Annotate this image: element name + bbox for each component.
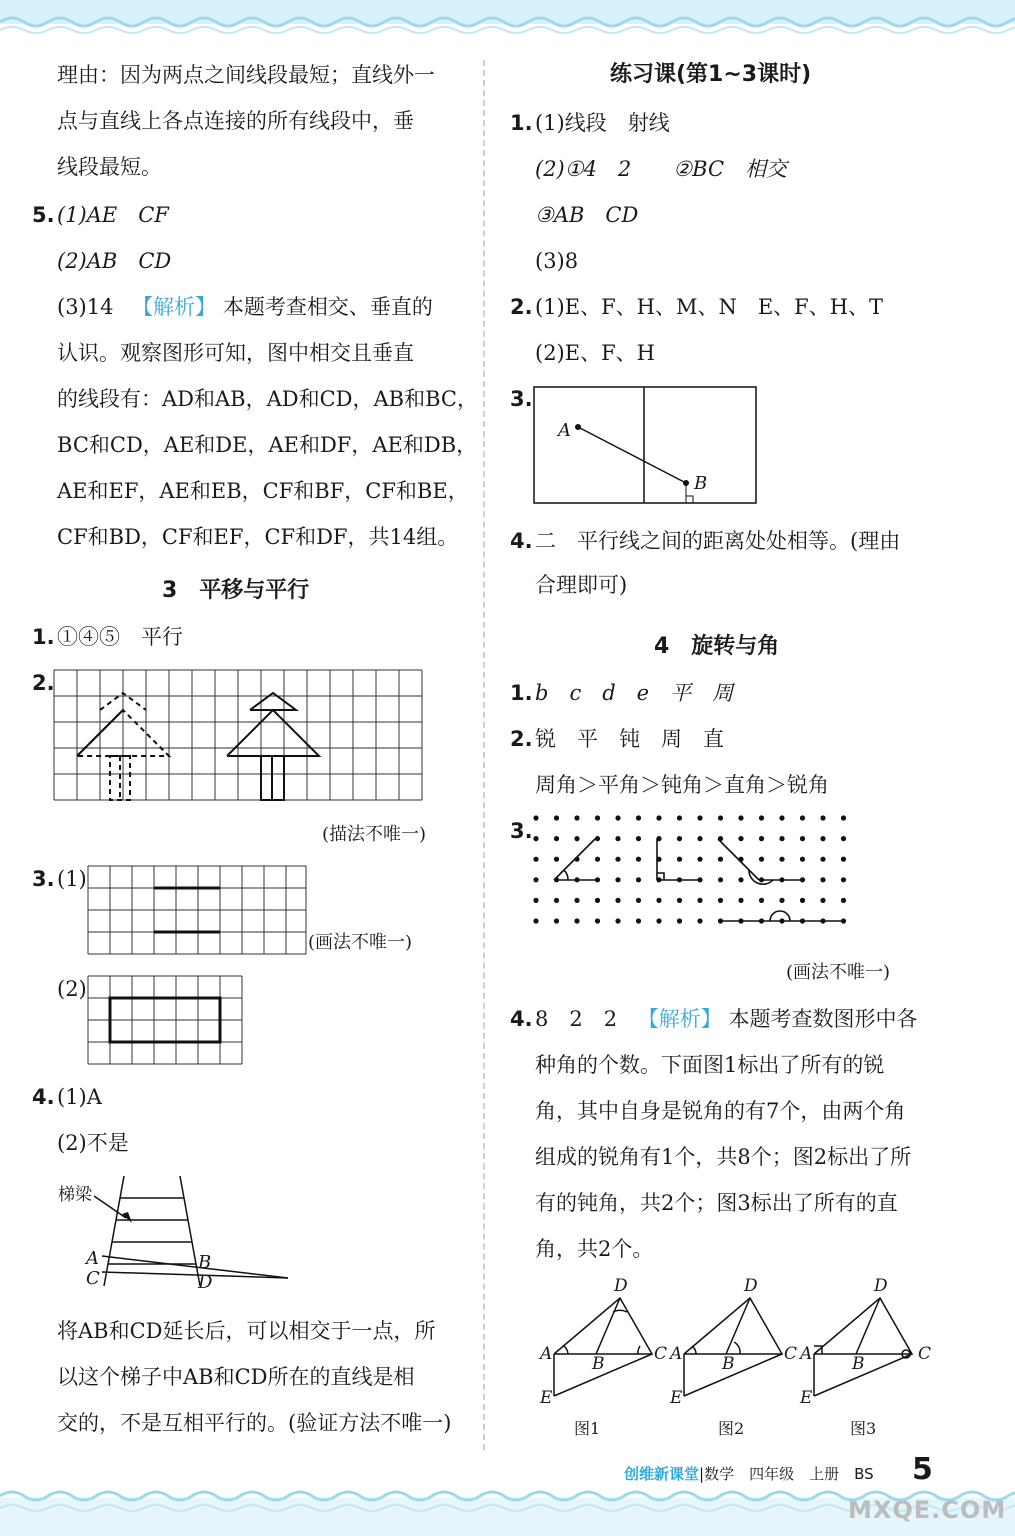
grid-dot <box>574 815 579 820</box>
grid-dot <box>697 877 702 882</box>
fig3-caption: 图3 <box>850 1419 877 1438</box>
ladder-label: 梯梁 <box>58 1185 92 1205</box>
grid-dot <box>677 815 682 820</box>
grid-dot <box>738 836 743 841</box>
fig1-caption: 图1 <box>574 1419 601 1438</box>
q5-part3-text: 本题考查相交、垂直的 <box>222 295 433 319</box>
grid-dot <box>656 815 661 820</box>
q5-number: 5. <box>32 203 55 227</box>
fig2-point-a: A <box>670 1344 683 1364</box>
s3-q4-part2: (2)不是 <box>57 1131 129 1155</box>
fig2-point-e: E <box>670 1388 683 1408</box>
grid-dot <box>718 815 723 820</box>
s3-q1-number: 1. <box>32 625 55 649</box>
s4-q4-text: 本题考查数图形中各 <box>728 1007 918 1031</box>
translation-grid <box>54 670 424 802</box>
q5-analysis-line: 认识。观察图形可知，图中相交且垂直 <box>57 341 414 365</box>
page-number: 5 <box>912 1452 933 1487</box>
grid-dot <box>841 836 846 841</box>
grid-dot <box>718 857 723 862</box>
practice-title: 练习课(第1~3课时) <box>610 62 812 87</box>
grid-dot <box>820 898 825 903</box>
grid-dot <box>841 877 846 882</box>
grid-dot <box>533 857 538 862</box>
s4-q4-number: 4. <box>510 1007 533 1031</box>
q5-analysis-line: BC和CD，AE和DE，AE和DF，AE和DB， <box>57 433 478 457</box>
q5-part3-answer: (3)14 <box>57 295 114 319</box>
grid-dot <box>697 918 702 923</box>
reason-line-2: 点与直线上各点连接的所有线段中，垂 <box>57 109 414 133</box>
grid-dot <box>697 815 702 820</box>
p-q1-number: 1. <box>510 111 533 135</box>
grid-dot <box>820 836 825 841</box>
q5-analysis-line: AE和EF，AE和EB，CF和BF，CF和BE， <box>57 479 469 503</box>
brand-name: 创维新课堂 <box>624 1465 700 1483</box>
grid-dot <box>615 857 620 862</box>
s4-q4-analysis-line: 有的钝角，共2个；图3标出了所有的直 <box>535 1191 898 1215</box>
s3-q3-note: (画法不唯一) <box>308 932 413 953</box>
grid-dot <box>595 877 600 882</box>
s3-q3-part1: (1) <box>57 867 87 891</box>
book-info: |数学 四年级 上册 BS <box>699 1465 874 1483</box>
q5-part2: (2)AB CD <box>57 249 172 273</box>
section4-title: 4 旋转与角 <box>654 634 780 659</box>
angle-figures <box>534 1284 954 1414</box>
grid-dot <box>656 918 661 923</box>
q3-point-a: A <box>558 420 571 441</box>
fig2-point-d: D <box>744 1276 758 1296</box>
grid-dot <box>677 857 682 862</box>
grid-dot <box>800 898 805 903</box>
s4-q1-answer: b c d e 平 周 <box>535 681 734 705</box>
grid-dot <box>636 898 641 903</box>
s3-q3-number: 3. <box>32 867 55 891</box>
grid-dot <box>554 815 559 820</box>
grid-dot <box>820 857 825 862</box>
s3-q2-note: (描法不唯一) <box>322 824 427 845</box>
grid-dot <box>759 815 764 820</box>
grid-dot <box>841 857 846 862</box>
grid-dot <box>574 898 579 903</box>
column-divider <box>483 60 485 1450</box>
s3-q4-explain-line: 交的，不是互相平行的。(验证方法不唯一) <box>57 1411 452 1435</box>
q5-part1: (1)AE CF <box>57 203 169 227</box>
grid-dot <box>841 898 846 903</box>
grid-dot <box>759 898 764 903</box>
grid-dot <box>636 877 641 882</box>
fig3-point-a: A <box>800 1344 813 1364</box>
p-q2-line: (2)E、F、H <box>535 341 655 365</box>
s4-q2-line2: 周角＞平角＞钝角＞直角＞锐角 <box>535 773 829 797</box>
q3-point-b: B <box>694 473 708 494</box>
parallel-grid-2 <box>88 976 248 1068</box>
parallel-grid-1 <box>88 866 308 956</box>
grid-dot <box>533 815 538 820</box>
fig3-point-e: E <box>800 1388 813 1408</box>
s4-q4-first-line <box>535 1004 917 1034</box>
p-q2-number: 2. <box>510 295 533 319</box>
grid-dot <box>697 898 702 903</box>
p-q1-line: (2)①4 2 ②BC 相交 <box>535 157 788 181</box>
grid-dot <box>636 857 641 862</box>
grid-dot <box>800 877 805 882</box>
watermark: MXQE.COM <box>848 1496 1007 1524</box>
grid-dot <box>595 836 600 841</box>
grid-dot <box>820 877 825 882</box>
s4-q4-analysis-line: 角，共2个。 <box>535 1237 654 1261</box>
grid-dot <box>595 918 600 923</box>
top-wave-decoration <box>0 0 1015 40</box>
grid-dot <box>636 815 641 820</box>
reason-line-1: 理由：因为两点之间线段最短；直线外一 <box>57 63 435 87</box>
grid-dot <box>738 877 743 882</box>
s4-q4-answer: 8 2 2 <box>535 1007 618 1031</box>
grid-dot <box>615 898 620 903</box>
s3-q4-explain-line: 以这个梯子中AB和CD所在的直线是相 <box>57 1365 415 1389</box>
grid-dot <box>554 918 559 923</box>
grid-dot <box>595 857 600 862</box>
grid-dot <box>574 836 579 841</box>
fig3-point-b: B <box>852 1354 865 1374</box>
grid-dot <box>697 857 702 862</box>
p-q4-line: 合理即可) <box>535 573 628 597</box>
s4-q1-number: 1. <box>510 681 533 705</box>
p-q1-line: (3)8 <box>535 249 579 273</box>
fig1-point-e: E <box>540 1388 553 1408</box>
s4-q4-analysis-line: 组成的锐角有1个，共8个；图2标出了所 <box>535 1145 912 1169</box>
p-q1-line: (1)线段 射线 <box>535 111 670 135</box>
fig2-point-b: B <box>722 1354 735 1374</box>
footer-info <box>624 1463 874 1484</box>
s4-q4-analysis-line: 角，其中自身是锐角的有7个，由两个角 <box>535 1099 906 1123</box>
grid-dot <box>636 836 641 841</box>
grid-dot <box>615 877 620 882</box>
grid-dot <box>779 836 784 841</box>
ladder-point-b: B <box>198 1252 212 1273</box>
p-q2-line: (1)E、F、H、M、N E、F、H、T <box>535 295 884 319</box>
p-q4-number: 4. <box>510 529 533 553</box>
grid-dot <box>820 815 825 820</box>
ladder-point-a: A <box>86 1248 99 1269</box>
p-q1-line: ③AB CD <box>535 203 639 227</box>
analysis-tag: 【解析】 <box>637 1007 722 1031</box>
grid-dot <box>779 815 784 820</box>
grid-dot <box>533 877 538 882</box>
grid-dot <box>779 898 784 903</box>
s3-q1-answer: ①④⑤ 平行 <box>57 625 183 649</box>
ladder-point-d: D <box>198 1272 213 1293</box>
q5-part3 <box>57 292 433 322</box>
p-q3-number: 3. <box>510 387 533 411</box>
q5-analysis-line: CF和BD，CF和EF，CF和DF，共14组。 <box>57 525 459 549</box>
grid-dot <box>533 918 538 923</box>
grid-dot <box>738 898 743 903</box>
grid-dot <box>677 836 682 841</box>
fig1-point-d: D <box>614 1276 628 1296</box>
s4-q3-number: 3. <box>510 819 533 843</box>
fig2-point-c: C <box>784 1344 798 1364</box>
reason-line-3: 线段最短。 <box>57 155 162 179</box>
grid-dot <box>533 898 538 903</box>
distance-figure <box>534 387 758 505</box>
grid-dot <box>677 898 682 903</box>
angle-dot-grid <box>534 822 864 942</box>
analysis-tag: 【解析】 <box>132 295 217 319</box>
grid-dot <box>656 898 661 903</box>
grid-dot <box>800 836 805 841</box>
s4-q2-line1: 锐 平 钝 周 直 <box>535 727 724 751</box>
grid-dot <box>554 836 559 841</box>
s3-q4-explain-line: 将AB和CD延长后，可以相交于一点，所 <box>57 1319 436 1343</box>
fig3-point-c: C <box>918 1344 932 1364</box>
p-q4-line: 二 平行线之间的距离处处相等。(理由 <box>535 529 901 553</box>
grid-dot <box>595 815 600 820</box>
fig3-point-d: D <box>874 1276 888 1296</box>
section3-title: 3 平移与平行 <box>162 578 310 603</box>
grid-dot <box>718 898 723 903</box>
grid-dot <box>595 898 600 903</box>
grid-dot <box>718 877 723 882</box>
grid-dot <box>554 898 559 903</box>
s3-q2-number: 2. <box>32 671 55 695</box>
grid-dot <box>615 815 620 820</box>
s4-q4-analysis-line: 种角的个数。下面图1标出了所有的锐 <box>535 1053 885 1077</box>
grid-dot <box>759 836 764 841</box>
grid-dot <box>779 857 784 862</box>
grid-dot <box>677 918 682 923</box>
grid-dot <box>697 836 702 841</box>
s3-q4-part1: (1)A <box>57 1085 102 1109</box>
fig1-point-a: A <box>540 1344 553 1364</box>
ladder-point-c: C <box>86 1268 100 1289</box>
grid-dot <box>841 918 846 923</box>
s4-q2-number: 2. <box>510 727 533 751</box>
s4-q3-note: (画法不唯一) <box>786 962 891 983</box>
grid-dot <box>554 857 559 862</box>
q5-analysis-line: 的线段有：AD和AB，AD和CD，AB和BC， <box>57 387 478 411</box>
grid-dot <box>738 815 743 820</box>
grid-dot <box>615 918 620 923</box>
fig2-caption: 图2 <box>718 1419 745 1438</box>
s3-q4-number: 4. <box>32 1085 55 1109</box>
grid-dot <box>533 836 538 841</box>
grid-dot <box>615 836 620 841</box>
s3-q3-part2: (2) <box>57 977 87 1001</box>
fig1-point-b: B <box>592 1354 605 1374</box>
grid-dot <box>841 815 846 820</box>
grid-dot <box>574 918 579 923</box>
grid-dot <box>800 857 805 862</box>
grid-dot <box>800 815 805 820</box>
grid-dot <box>636 918 641 923</box>
fig1-point-c: C <box>654 1344 668 1364</box>
grid-dot <box>759 857 764 862</box>
